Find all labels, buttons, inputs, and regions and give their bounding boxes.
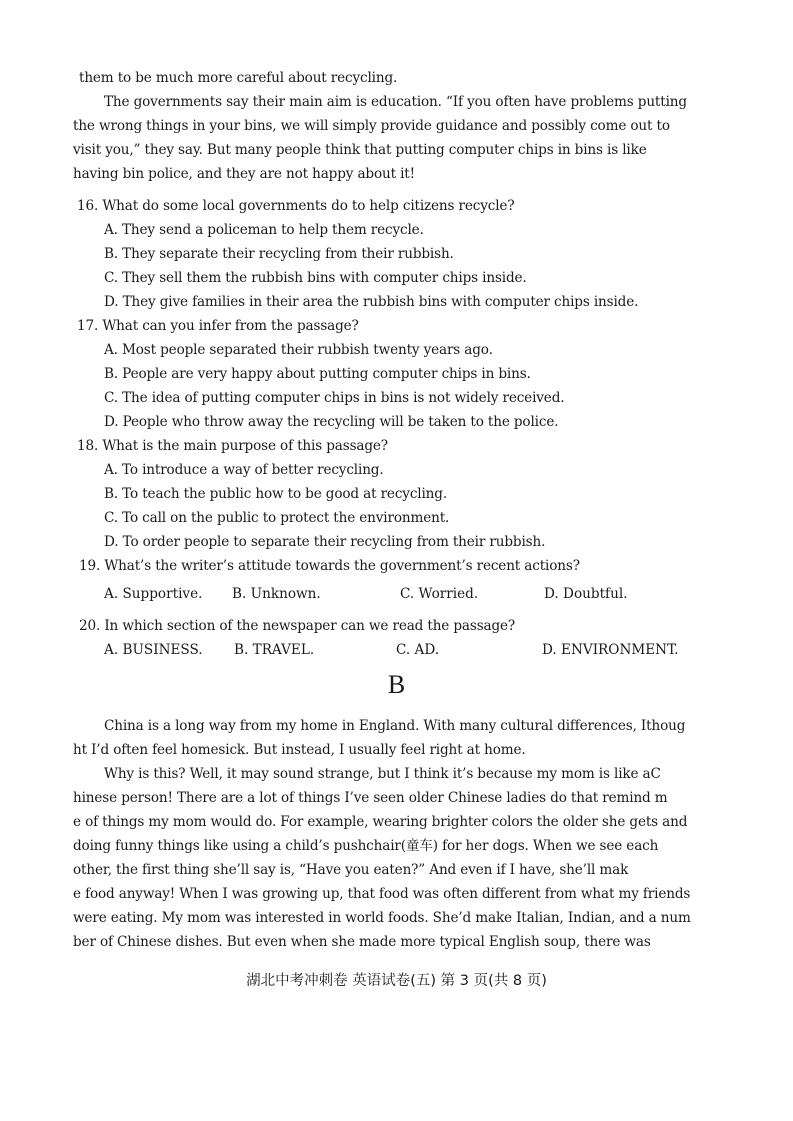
passage-b-line: Why is this? Well, it may sound strange, but I think it’s because my mom is like aC (104, 766, 661, 782)
question-19-option-c: C. Worried. (400, 586, 479, 602)
question-20-stem: 20. In which section of the newspaper can we read the passage? (79, 618, 516, 634)
passage-a-line: them to be much more careful about recycling. (79, 70, 398, 86)
passage-b-line: ht I’d often feel homesick. But instead, I usually feel right at home. (73, 742, 526, 758)
passage-b-line: e food anyway! When I was growing up, that food was often different from what my friends (73, 886, 691, 902)
question-18-stem: 18. What is the main purpose of this passage? (77, 438, 388, 454)
question-20-option-d: D. ENVIRONMENT. (542, 642, 679, 658)
passage-a-line: having bin police, and they are not happy about it! (73, 166, 415, 182)
question-16-option-d: D. They give families in their area the rubbish bins with computer chips inside. (104, 294, 639, 310)
passage-b-line: were eating. My mom was interested in world foods. She’d make Italian, Indian, and a num (73, 910, 691, 926)
question-16-option-b: B. They separate their recycling from their rubbish. (104, 246, 454, 262)
passage-b-line: e of things my mom would do. For example, wearing brighter colors the older she gets and (73, 814, 688, 830)
page-footer: 湖北中考冲刺卷 英语试卷(五) 第 3 页(共 8 页) (246, 973, 547, 989)
question-17-option-b: B. People are very happy about putting computer chips in bins. (104, 366, 531, 382)
question-18-option-c: C. To call on the public to protect the environment. (104, 510, 450, 526)
question-17-option-d: D. People who throw away the recycling will be taken to the police. (104, 414, 559, 430)
question-17-option-a: A. Most people separated their rubbish twenty years ago. (104, 342, 493, 358)
passage-b-line: hinese person! There are a lot of things I’ve seen older Chinese ladies do that remind m (73, 790, 668, 806)
question-17-option-c: C. The idea of putting computer chips in bins is not widely received. (104, 390, 565, 406)
question-20-option-b: B. TRAVEL. (234, 642, 315, 658)
passage-b-line: ber of Chinese dishes. But even when she made more typical English soup, there was (73, 934, 651, 950)
question-20-option-c: C. AD. (396, 642, 440, 658)
question-17-stem: 17. What can you infer from the passage? (77, 318, 359, 334)
passage-b-line: other, the first thing she’ll say is, “Have you eaten?” And even if I have, she’ll mak (73, 862, 629, 878)
question-19-stem: 19. What’s the writer’s attitude towards the government’s recent actions? (79, 558, 580, 574)
question-18-option-a: A. To introduce a way of better recycling. (104, 462, 384, 478)
question-20-option-a: A. BUSINESS. (104, 642, 203, 658)
passage-a-line: The governments say their main aim is education. “If you often have problems putting (104, 94, 687, 110)
passage-b-line: China is a long way from my home in England. With many cultural differences, Ithoug (104, 718, 686, 734)
question-18-option-d: D. To order people to separate their recycling from their rubbish. (104, 534, 546, 550)
question-16-option-c: C. They sell them the rubbish bins with computer chips inside. (104, 270, 527, 286)
section-b-title: B (387, 670, 406, 699)
question-18-option-b: B. To teach the public how to be good at recycling. (104, 486, 448, 502)
passage-a-line: the wrong things in your bins, we will simply provide guidance and possibly come out to (73, 118, 670, 134)
question-19-option-d: D. Doubtful. (544, 586, 628, 602)
question-19-option-b: B. Unknown. (232, 586, 321, 602)
passage-a-line: visit you,” they say. But many people think that putting computer chips in bins is like (73, 142, 647, 158)
question-19-option-a: A. Supportive. (104, 586, 203, 602)
question-16-option-a: A. They send a policeman to help them recycle. (104, 222, 424, 238)
question-16-stem: 16. What do some local governments do to help citizens recycle? (77, 198, 515, 214)
passage-b-line: doing funny things like using a child’s pushchair(童车) for her dogs. When we see each (73, 838, 659, 854)
